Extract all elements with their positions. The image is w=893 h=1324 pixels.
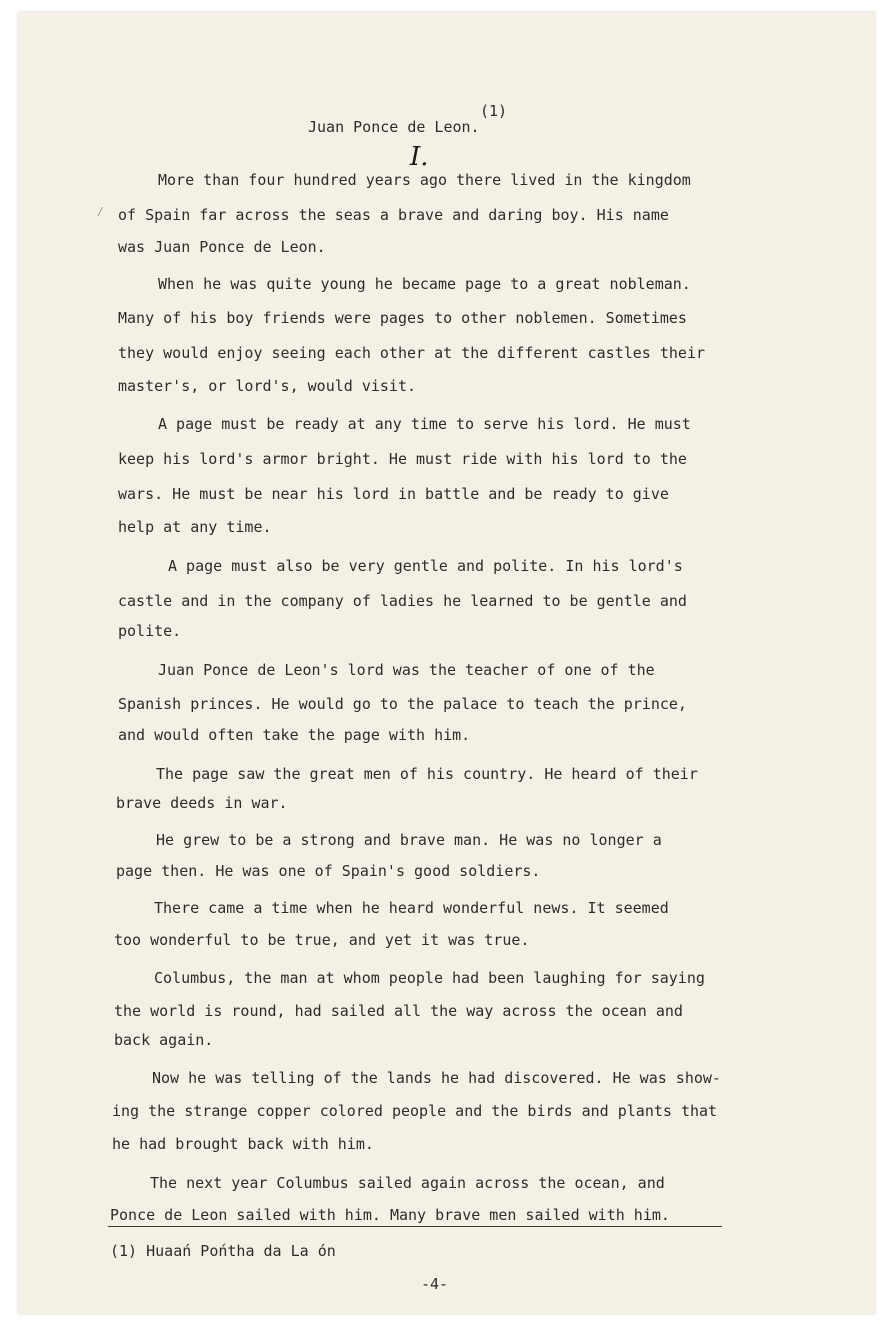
footnote-divider [108, 1226, 722, 1227]
text-line: Many of his boy friends were pages to other noblemen. Sometimes [118, 309, 687, 327]
text-line: they would enjoy seeing each other at the different castles their [118, 344, 705, 362]
footnote-marker: (1) [480, 102, 508, 120]
text-line: Now he was telling of the lands he had discovered. He was show- [152, 1069, 721, 1087]
text-line: There came a time when he heard wonderful news. It seemed [154, 899, 669, 917]
text-line: was Juan Ponce de Leon. [118, 238, 326, 256]
text-line: A page must be ready at any time to serve his lord. He must [158, 415, 691, 433]
text-line: back again. [114, 1031, 214, 1049]
text-line: Columbus, the man at whom people had been laughing for saying [154, 969, 705, 987]
text-line: The page saw the great men of his country. He heard of their [156, 765, 698, 783]
text-line: polite. [118, 622, 182, 640]
text-line: He grew to be a strong and brave man. He was no longer a [156, 831, 662, 849]
text-line: too wonderful to be true, and yet it was true. [114, 931, 530, 949]
text-line: wars. He must be near his lord in battle and be ready to give [118, 485, 669, 503]
text-line: The next year Columbus sailed again across the ocean, and [150, 1174, 665, 1192]
section-number: I. [410, 142, 429, 172]
text-line: keep his lord's armor bright. He must ride with his lord to the [118, 450, 687, 468]
footnote: (1) Huaań Pońtha da La ón [110, 1242, 336, 1260]
margin-mark: ⁄ [96, 204, 105, 220]
text-line: page then. He was one of Spain's good soldiers. [116, 862, 541, 880]
text-line: When he was quite young he became page to a great nobleman. [158, 275, 691, 293]
text-line: and would often take the page with him. [118, 726, 471, 744]
page-number: -4- [421, 1275, 449, 1293]
text-line: the world is round, had sailed all the way across the ocean and [114, 1002, 683, 1020]
text-line: More than four hundred years ago there lived in the kingdom [158, 171, 691, 189]
text-line: ing the strange copper colored people and the birds and plants that [112, 1102, 718, 1120]
text-line: master's, or lord's, would visit. [118, 377, 417, 395]
page-title: Juan Ponce de Leon. [308, 118, 480, 136]
text-line: Juan Ponce de Leon's lord was the teacher of one of the [158, 661, 655, 679]
text-line: he had brought back with him. [112, 1135, 374, 1153]
text-line: help at any time. [118, 518, 272, 536]
text-line: brave deeds in war. [116, 794, 288, 812]
text-line: of Spain far across the seas a brave and daring boy. His name [118, 206, 669, 224]
text-line: castle and in the company of ladies he learned to be gentle and [118, 592, 687, 610]
text-line: Ponce de Leon sailed with him. Many brave men sailed with him. [110, 1206, 670, 1224]
typed-page [18, 12, 875, 1314]
text-line: Spanish princes. He would go to the palace to teach the prince, [118, 695, 687, 713]
text-line: A page must also be very gentle and polite. In his lord's [168, 557, 683, 575]
